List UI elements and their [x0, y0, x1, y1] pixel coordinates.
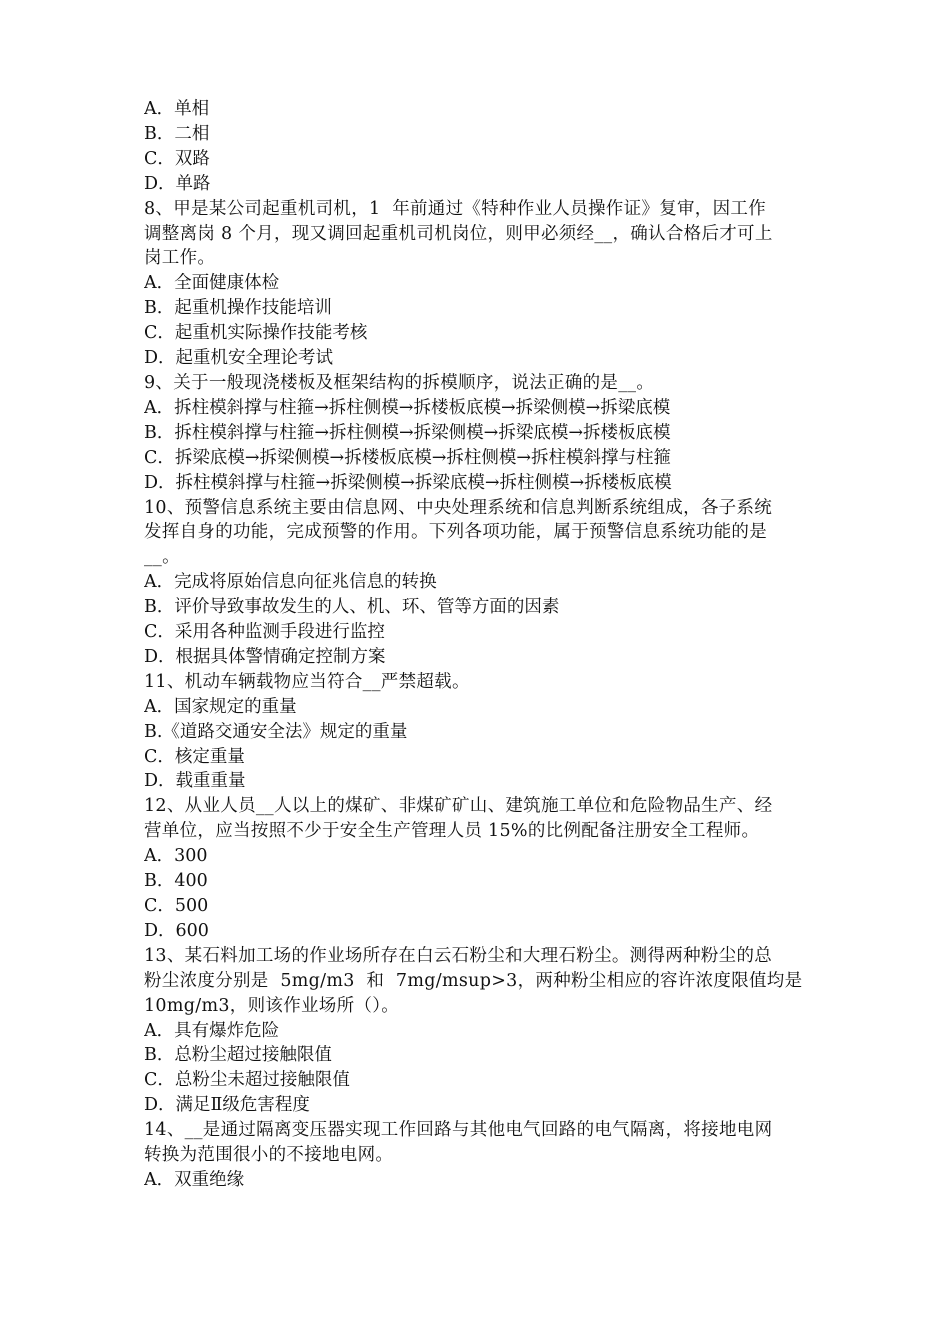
- text-line: D．600: [144, 920, 209, 941]
- text-line: B．起重机操作技能培训: [144, 298, 332, 319]
- text-line: C．双路: [144, 148, 210, 169]
- answer-option: [144, 745, 816, 770]
- answer-option: [144, 471, 816, 496]
- text-line: C．500: [144, 896, 209, 916]
- text-line: A．国家规定的重量: [144, 696, 297, 717]
- answer-option: [144, 645, 816, 670]
- text-line: B．评价导致事故发生的人、机、环、管等方面的因素: [144, 597, 560, 618]
- text-line: 10mg/m3，则该作业场所（）。: [144, 995, 400, 1016]
- text-line: C．采用各种监测手段进行监控: [144, 622, 385, 643]
- text-line: 营单位，应当按照不少于安全生产管理人员 15%的比例配备注册安全工程师。: [144, 821, 760, 842]
- text-line: 11、机动车辆载物应当符合__严禁超载。: [144, 671, 470, 692]
- text-line: 粉尘浓度分别是 5mg/m3 和 7mg/msup>3，两种粉尘相应的容许浓度限值均是: [144, 970, 803, 991]
- text-line: A．300: [144, 846, 208, 867]
- answer-option: [144, 695, 816, 720]
- text-line: A．拆柱模斜撑与柱箍→拆柱侧模→拆楼板底模→拆梁侧模→拆梁底模: [144, 397, 671, 418]
- answer-option: [144, 97, 816, 122]
- answer-option: [144, 1168, 816, 1193]
- answer-option: [144, 1068, 816, 1093]
- text-line: D．拆柱模斜撑与柱箍→拆梁侧模→拆梁底模→拆柱侧模→拆楼板底模: [144, 472, 672, 493]
- answer-option: [144, 147, 816, 172]
- text-line: B．400: [144, 871, 208, 892]
- text-line: A．全面健康体检: [144, 273, 280, 294]
- text-line: D．满足Ⅱ级危害程度: [144, 1095, 310, 1116]
- question-text: [144, 197, 816, 272]
- text-line: D．根据具体警情确定控制方案: [144, 646, 386, 667]
- answer-option: [144, 620, 816, 645]
- document-page: [144, 97, 816, 1193]
- answer-option: [144, 271, 816, 296]
- answer-option: [144, 346, 816, 371]
- answer-option: [144, 122, 816, 147]
- text-line: __。: [144, 547, 180, 568]
- text-line: 8、甲是某公司起重机司机，1 年前通过《特种作业人员操作证》复审，因工作: [144, 198, 766, 219]
- text-line: C．起重机实际操作技能考核: [144, 323, 368, 344]
- text-line: 转换为范围很小的不接地电网。: [144, 1145, 394, 1166]
- question-text: [144, 1118, 816, 1168]
- text-line: 9、关于一般现浇楼板及框架结构的拆模顺序，说法正确的是__。: [144, 372, 655, 393]
- answer-option: [144, 595, 816, 620]
- answer-option: [144, 1093, 816, 1118]
- answer-option: [144, 446, 816, 471]
- text-line: A．完成将原始信息向征兆信息的转换: [144, 572, 437, 593]
- text-line: D．单路: [144, 173, 211, 194]
- text-line: B.《道路交通安全法》规定的重量: [144, 721, 408, 742]
- answer-option: [144, 172, 816, 197]
- text-line: D．载重重量: [144, 771, 246, 792]
- text-line: B．总粉尘超过接触限值: [144, 1045, 332, 1066]
- text-line: C．总粉尘未超过接触限值: [144, 1070, 350, 1091]
- answer-option: [144, 869, 816, 894]
- text-line: 调整离岗 8 个月，现又调回起重机司机岗位，则甲必须经__，确认合格后才可上: [144, 223, 773, 244]
- answer-option: [144, 720, 816, 745]
- question-text: [144, 944, 816, 1019]
- answer-option: [144, 1019, 816, 1044]
- answer-option: [144, 570, 816, 595]
- text-line: D．起重机安全理论考试: [144, 348, 334, 369]
- question-text: [144, 670, 816, 695]
- answer-option: [144, 844, 816, 869]
- text-line: 10、预警信息系统主要由信息网、中央处理系统和信息判断系统组成，各子系统: [144, 497, 773, 518]
- text-line: A．双重绝缘: [144, 1169, 245, 1190]
- text-line: 14、__是通过隔离变压器实现工作回路与其他电气回路的电气隔离，将接地电网: [144, 1120, 773, 1141]
- text-line: A．具有爆炸危险: [144, 1020, 280, 1041]
- answer-option: [144, 396, 816, 421]
- answer-option: [144, 894, 816, 919]
- answer-option: [144, 919, 816, 944]
- text-line: 发挥自身的功能，完成预警的作用。下列各项功能，属于预警信息系统功能的是: [144, 522, 767, 543]
- answer-option: [144, 321, 816, 346]
- text-line: B．拆柱模斜撑与柱箍→拆柱侧模→拆梁侧模→拆梁底模→拆楼板底模: [144, 422, 671, 443]
- answer-option: [144, 421, 816, 446]
- question-text: [144, 371, 816, 396]
- question-text: [144, 794, 816, 844]
- text-line: 12、从业人员__人以上的煤矿、非煤矿矿山、建筑施工单位和危险物品生产、经: [144, 796, 773, 817]
- text-line: C．核定重量: [144, 746, 245, 767]
- text-line: 13、某石料加工场的作业场所存在白云石粉尘和大理石粉尘。测得两种粉尘的总: [144, 945, 773, 966]
- text-line: 岗工作。: [144, 248, 216, 269]
- answer-option: [144, 1043, 816, 1068]
- text-line: C．拆梁底模→拆梁侧模→拆楼板底模→拆柱侧模→拆柱模斜撑与柱箍: [144, 447, 672, 468]
- answer-option: [144, 296, 816, 321]
- answer-option: [144, 769, 816, 794]
- text-line: A．单相: [144, 99, 210, 119]
- question-text: [144, 496, 816, 571]
- text-line: B．二相: [144, 123, 210, 144]
